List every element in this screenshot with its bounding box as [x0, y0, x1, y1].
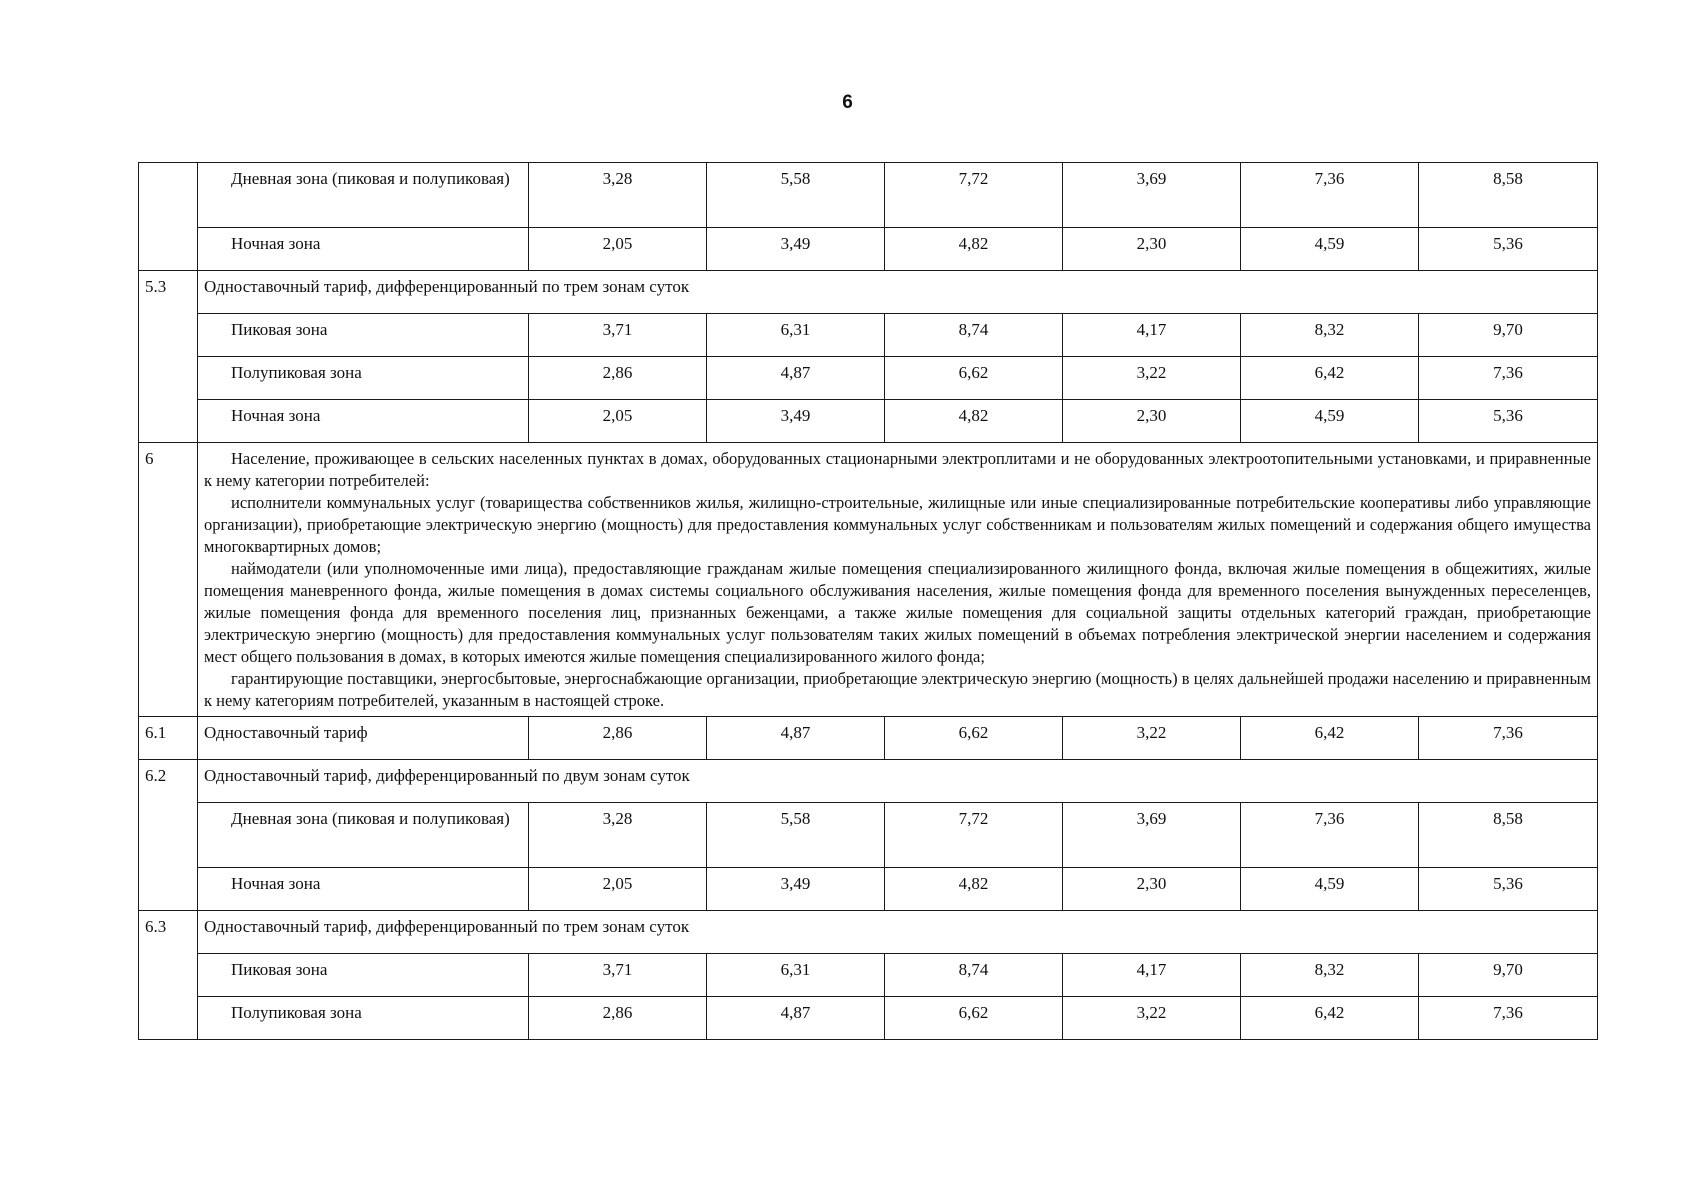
table-row — [139, 868, 1598, 911]
tariff-table — [138, 162, 1598, 1040]
value-cell: 7,36 — [1241, 803, 1419, 868]
value-cell: 4,87 — [707, 357, 885, 400]
value-cell: 3,22 — [1063, 997, 1241, 1040]
value-cell: 3,71 — [529, 954, 707, 997]
table-row — [139, 314, 1598, 357]
value-cell: 2,30 — [1063, 228, 1241, 271]
value-cell: 7,72 — [885, 163, 1063, 228]
row-number-cell — [139, 163, 198, 271]
value-cell: 8,58 — [1419, 803, 1598, 868]
value-cell: 5,36 — [1419, 868, 1598, 911]
section-title: Одноставочный тариф, дифференцированный по трем зонам суток — [198, 911, 1598, 954]
value-cell: 5,36 — [1419, 400, 1598, 443]
description-paragraph: наймодатели (или уполномоченные ими лица), предоставляющие гражданам жилые помещения специализированного жилищного фонда, включая жилые помещения в общежитиях, жилые помещения маневренного фонда, жилые помещения в домах системы социального обслуживания населения, жилые помещения фонда для временного поселения вынужденных переселенцев, жилые помещения фонда для временного поселения лиц, признанных беженцами, а также жилые помещения для социальной защиты отдельных категорий граждан, приобретающие электрическую энергию (мощность) для предоставления коммунальных услуг пользователям таких жилых помещений в объемах потребления электрической энергии населением и содержания мест общего пользования в домах, в которых имеются жилые помещения специализированного жилого фонда; — [204, 559, 1591, 666]
value-cell: 2,30 — [1063, 868, 1241, 911]
value-cell: 3,22 — [1063, 717, 1241, 760]
value-cell: 7,36 — [1419, 717, 1598, 760]
value-cell: 3,71 — [529, 314, 707, 357]
row-label: Одноставочный тариф — [198, 717, 529, 760]
table-row — [139, 400, 1598, 443]
value-cell: 9,70 — [1419, 954, 1598, 997]
page-number: 6 — [842, 92, 853, 113]
value-cell: 6,62 — [885, 717, 1063, 760]
row-number: 5.3 — [139, 271, 198, 443]
table-row — [139, 717, 1598, 760]
description-paragraph: гарантирующие поставщики, энергосбытовые, энергоснабжающие организации, приобретающие электрическую энергию (мощность) в целях дальнейшей продажи населению и приравненным к нему категориям потребителей, указанным в настоящей строке. — [204, 669, 1591, 710]
value-cell: 8,58 — [1419, 163, 1598, 228]
section-row — [139, 443, 1598, 717]
value-cell: 2,30 — [1063, 400, 1241, 443]
section-row — [139, 911, 1598, 954]
value-cell: 4,87 — [707, 997, 885, 1040]
row-number: 6.1 — [139, 717, 198, 760]
value-cell: 9,70 — [1419, 314, 1598, 357]
table-row — [139, 357, 1598, 400]
table-row — [139, 228, 1598, 271]
row-label: Пиковая зона — [198, 954, 529, 997]
value-cell: 4,87 — [707, 717, 885, 760]
value-cell: 7,36 — [1419, 357, 1598, 400]
row-label: Ночная зона — [198, 228, 529, 271]
value-cell: 7,72 — [885, 803, 1063, 868]
section-description — [198, 443, 1598, 717]
row-number: 6.2 — [139, 760, 198, 911]
description-paragraph: исполнители коммунальных услуг (товарищества собственников жилья, жилищно-строительные, жилищные или иные специализированные потребительские кооперативы либо управляющие организации), приобретающие электрическую энергию (мощность) для предоставления коммунальных услуг собственникам и пользователям жилых помещений и содержания общего имущества многоквартирных домов; — [204, 493, 1591, 556]
row-label: Полупиковая зона — [198, 357, 529, 400]
value-cell: 4,82 — [885, 400, 1063, 443]
value-cell: 2,05 — [529, 400, 707, 443]
value-cell: 8,74 — [885, 314, 1063, 357]
value-cell: 5,58 — [707, 163, 885, 228]
row-number: 6.3 — [139, 911, 198, 1040]
value-cell: 5,36 — [1419, 228, 1598, 271]
value-cell: 4,59 — [1241, 228, 1419, 271]
row-label: Ночная зона — [198, 400, 529, 443]
value-cell: 4,17 — [1063, 314, 1241, 357]
value-cell: 3,49 — [707, 400, 885, 443]
value-cell: 2,05 — [529, 868, 707, 911]
value-cell: 3,28 — [529, 163, 707, 228]
value-cell: 6,31 — [707, 314, 885, 357]
value-cell: 8,32 — [1241, 314, 1419, 357]
value-cell: 4,82 — [885, 228, 1063, 271]
table-row — [139, 803, 1598, 868]
section-title: Одноставочный тариф, дифференцированный по трем зонам суток — [198, 271, 1598, 314]
value-cell: 4,17 — [1063, 954, 1241, 997]
value-cell: 6,62 — [885, 357, 1063, 400]
value-cell: 2,86 — [529, 717, 707, 760]
value-cell: 6,31 — [707, 954, 885, 997]
value-cell: 4,59 — [1241, 868, 1419, 911]
value-cell: 5,58 — [707, 803, 885, 868]
row-label: Ночная зона — [198, 868, 529, 911]
row-label: Дневная зона (пиковая и полупиковая) — [198, 163, 529, 228]
section-row — [139, 271, 1598, 314]
value-cell: 7,36 — [1241, 163, 1419, 228]
table-row — [139, 954, 1598, 997]
row-label: Пиковая зона — [198, 314, 529, 357]
row-number: 6 — [139, 443, 198, 717]
section-title: Одноставочный тариф, дифференцированный по двум зонам суток — [198, 760, 1598, 803]
value-cell: 8,32 — [1241, 954, 1419, 997]
description-paragraph: Население, проживающее в сельских населенных пунктах в домах, оборудованных стационарными электроплитами и не оборудованных электроотопительными установками, и приравненные к нему категории потребителей: — [204, 449, 1591, 490]
value-cell: 6,62 — [885, 997, 1063, 1040]
value-cell: 8,74 — [885, 954, 1063, 997]
value-cell: 6,42 — [1241, 357, 1419, 400]
value-cell: 3,49 — [707, 228, 885, 271]
row-label: Дневная зона (пиковая и полупиковая) — [198, 803, 529, 868]
value-cell: 3,49 — [707, 868, 885, 911]
value-cell: 7,36 — [1419, 997, 1598, 1040]
table-row — [139, 163, 1598, 228]
value-cell: 3,69 — [1063, 803, 1241, 868]
value-cell: 3,69 — [1063, 163, 1241, 228]
section-row — [139, 760, 1598, 803]
value-cell: 4,82 — [885, 868, 1063, 911]
row-label: Полупиковая зона — [198, 997, 529, 1040]
value-cell: 2,86 — [529, 357, 707, 400]
value-cell: 3,22 — [1063, 357, 1241, 400]
value-cell: 6,42 — [1241, 717, 1419, 760]
value-cell: 6,42 — [1241, 997, 1419, 1040]
value-cell: 3,28 — [529, 803, 707, 868]
value-cell: 2,05 — [529, 228, 707, 271]
value-cell: 2,86 — [529, 997, 707, 1040]
value-cell: 4,59 — [1241, 400, 1419, 443]
table-row — [139, 997, 1598, 1040]
